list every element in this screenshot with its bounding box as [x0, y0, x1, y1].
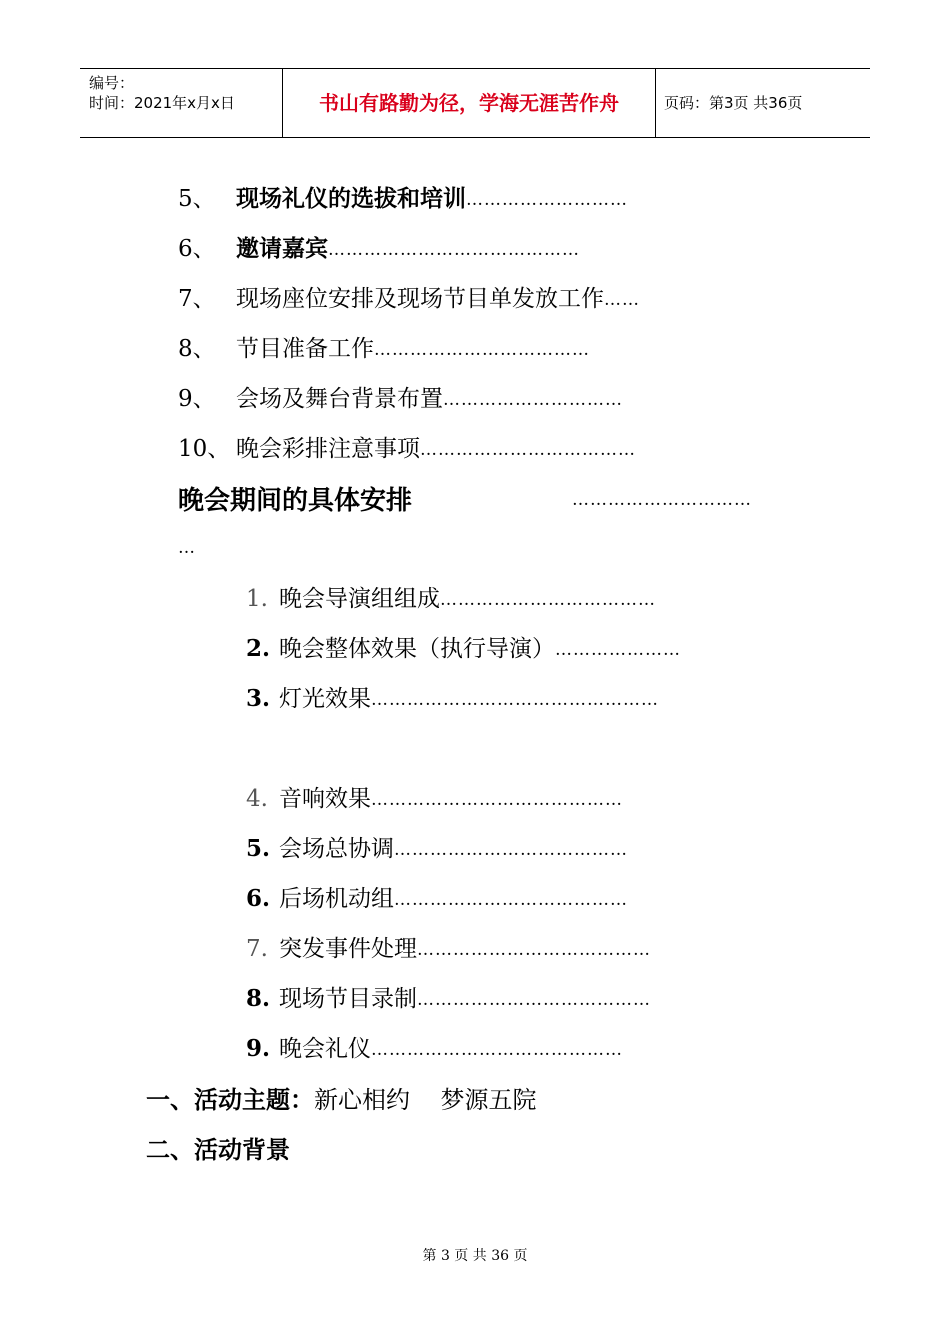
toc-item-dots: …………………………………: [417, 940, 651, 960]
toc-item-text: 现场座位安排及现场节目单发放工作: [236, 286, 604, 312]
toc-item: [246, 780, 623, 813]
toc-item-dots: ……: [604, 290, 640, 310]
toc-item-dots: ………………………: [466, 190, 628, 210]
toc-item: [178, 430, 636, 463]
toc-item-number: 7、: [178, 286, 216, 312]
toc-item-number: 9、: [178, 386, 216, 412]
toc-item-number: 8、: [178, 336, 216, 362]
toc-item: [246, 830, 628, 863]
toc-item-number: 2.: [246, 635, 271, 662]
toc-item-text: 晚会导演组组成: [279, 586, 440, 612]
toc-item-number: 5.: [246, 835, 271, 862]
toc-heading-text: 晚会期间的具体安排: [178, 486, 413, 516]
toc-item-text: 节目准备工作: [236, 336, 374, 362]
toc-item-text: 晚会整体效果（执行导演）: [279, 636, 555, 662]
toc-item: [178, 230, 580, 263]
toc-item-text: 现场礼仪的选拔和培训: [236, 185, 466, 212]
toc-item-dots: …………………………: [443, 390, 623, 410]
toc-item: [246, 980, 651, 1013]
toc-item-dots: …………………: [555, 640, 681, 660]
toc-item: [246, 930, 651, 963]
toc-item-text: 后场机动组: [279, 886, 394, 912]
toc-item-dots: ……………………………………: [328, 240, 580, 260]
toc-item-dots: ………………………………: [420, 440, 636, 460]
section-theme-value: 新心相约 梦源五院: [314, 1086, 537, 1114]
page-header: [80, 68, 870, 138]
time-label: 时间：2021年x月x日: [89, 94, 235, 112]
toc-heading-dots-text: …………………………: [572, 490, 752, 510]
toc-item-text: 晚会礼仪: [279, 1036, 371, 1062]
toc-item-dots: ……………………………………: [371, 790, 623, 810]
toc-item-number: 4.: [246, 786, 268, 812]
toc-item-dots: ………………………………: [440, 590, 656, 610]
section-theme: [146, 1080, 537, 1115]
section-background-label: 二、活动背景: [146, 1135, 290, 1164]
section-background: [146, 1130, 290, 1165]
toc-item-number: 10、: [178, 436, 231, 462]
number-label: 编号：: [89, 74, 135, 92]
toc-item-dots: …………………………………: [394, 890, 628, 910]
toc-item: [246, 580, 656, 613]
toc-item-text: 音响效果: [279, 786, 371, 812]
toc-item-dots: …………………………………: [417, 990, 651, 1010]
toc-item-number: 6、: [178, 236, 216, 262]
toc-item: [246, 680, 659, 713]
toc-item-dots: ………………………………: [374, 340, 590, 360]
toc-item-number: 3.: [246, 685, 271, 712]
toc-item: [246, 880, 628, 913]
toc-item-text: 突发事件处理: [279, 936, 417, 962]
toc-item-number: 9.: [246, 1035, 271, 1062]
toc-item-number: 1.: [246, 586, 268, 612]
toc-heading-dots-continued: [178, 534, 196, 560]
toc-item-text: 邀请嘉宾: [236, 235, 328, 262]
header-page-label: 页码：第3页 共36页: [664, 94, 803, 112]
toc-heading-dots-continued-text: …: [178, 538, 196, 558]
toc-item: [246, 1030, 623, 1063]
toc-item-dots: ……………………………………: [371, 1040, 623, 1060]
toc-item: [178, 380, 623, 413]
header-meta: [80, 69, 282, 137]
page-footer: 第 3 页 共 36 页: [422, 1248, 528, 1264]
toc-item-number: 7.: [246, 936, 268, 962]
toc-item: [178, 330, 590, 363]
toc-item-text: 会场总协调: [279, 836, 394, 862]
toc-heading: [178, 480, 412, 517]
toc-item-text: 晚会彩排注意事项: [236, 436, 420, 462]
toc-item-text: 现场节目录制: [279, 986, 417, 1012]
toc-item-number: 5、: [178, 186, 216, 212]
section-theme-label: 一、活动主题：: [146, 1085, 314, 1114]
toc-heading-dots: [572, 486, 752, 512]
toc-item-text: 灯光效果: [279, 686, 371, 712]
toc-item-dots: …………………………………: [394, 840, 628, 860]
toc-item: [178, 280, 640, 313]
toc-item-dots: …………………………………………: [371, 690, 659, 710]
toc-item: [246, 630, 681, 663]
header-motto: 书山有路勤为径，学海无涯苦作舟: [282, 69, 656, 137]
toc-item-text: 会场及舞台背景布置: [236, 386, 443, 412]
toc-item-number: 8.: [246, 985, 271, 1012]
toc-item-number: 6.: [246, 885, 271, 912]
toc-item: [178, 180, 628, 213]
